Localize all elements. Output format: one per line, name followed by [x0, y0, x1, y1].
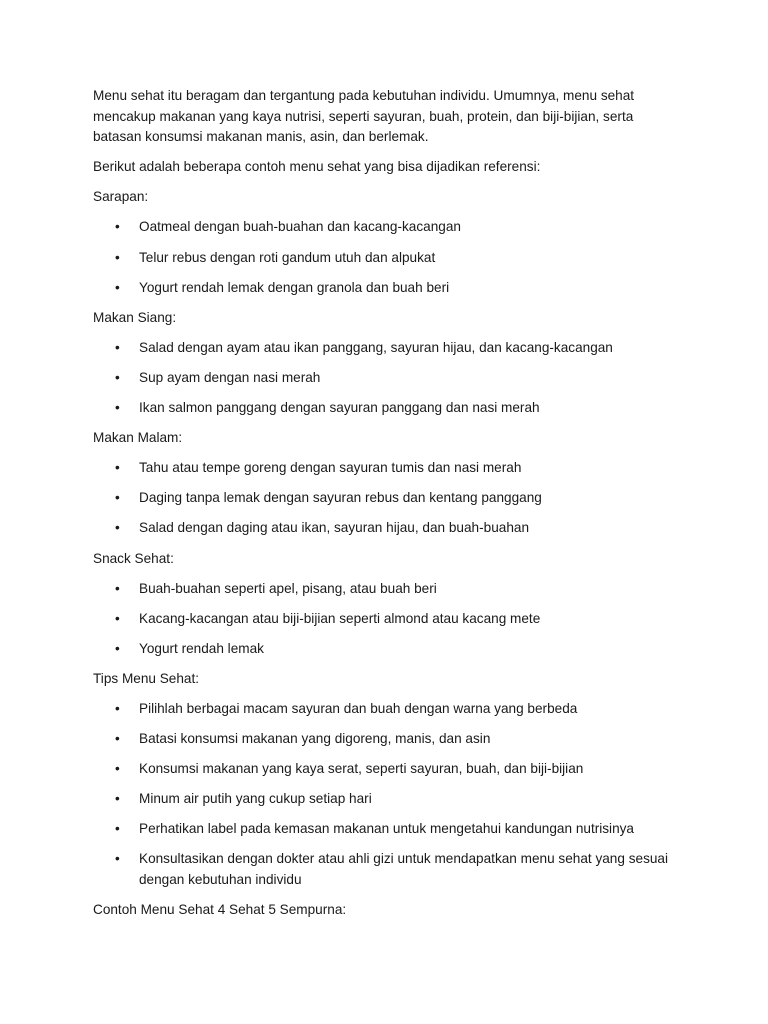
- list-item: [93, 849, 673, 890]
- list-item: [93, 759, 673, 780]
- list-item-text: Tahu atau tempe goreng dengan sayuran tumis dan nasi merah: [139, 460, 522, 476]
- section-makan-malam: [93, 428, 673, 539]
- section-snack-sehat: [93, 549, 673, 660]
- section-sarapan: [93, 187, 673, 298]
- closing-heading: Contoh Menu Sehat 4 Sehat 5 Sempurna:: [93, 902, 347, 918]
- bullet-icon: •: [115, 851, 120, 867]
- intro-paragraph: Menu sehat itu beragam dan tergantung pada kebutuhan individu. Umumnya, menu sehat mencakup makanan yang kaya nutrisi, seperti sayuran, buah, protein, dan biji-bijian, serta batasan konsumsi makanan manis, asin, dan berlemak.: [93, 88, 635, 145]
- list-item: [93, 518, 673, 539]
- list-item: [93, 699, 673, 720]
- list-item-text: Yogurt rendah lemak dengan granola dan buah beri: [139, 279, 450, 295]
- bullet-icon: •: [115, 700, 120, 716]
- list-item-text: Konsultasikan dengan dokter atau ahli gizi untuk mendapatkan menu sehat yang sesuai dengan kebutuhan individu: [139, 851, 669, 888]
- bullet-list: [93, 579, 673, 660]
- list-item: [93, 819, 673, 840]
- list-item: [93, 488, 673, 509]
- list-item-text: Perhatikan label pada kemasan makanan untuk mengetahui kandungan nutrisinya: [139, 821, 634, 837]
- list-item-text: Batasi konsumsi makanan yang digoreng, manis, dan asin: [139, 731, 491, 747]
- list-item: [93, 579, 673, 600]
- bullet-icon: •: [115, 610, 120, 626]
- list-item-text: Kacang-kacangan atau biji-bijian seperti almond atau kacang mete: [139, 610, 541, 626]
- intro-lead-paragraph: Berikut adalah beberapa contoh menu sehat yang bisa dijadikan referensi:: [93, 159, 541, 175]
- bullet-icon: •: [115, 400, 120, 416]
- list-item: [93, 789, 673, 810]
- list-item-text: Salad dengan ayam atau ikan panggang, sayuran hijau, dan kacang-kacangan: [139, 339, 613, 355]
- section-makan-siang: [93, 308, 673, 419]
- list-item: [93, 609, 673, 630]
- list-item-text: Salad dengan daging atau ikan, sayuran hijau, dan buah-buahan: [139, 520, 530, 536]
- list-item: [93, 278, 673, 299]
- list-item-text: Pilihlah berbagai macam sayuran dan buah dengan warna yang berbeda: [139, 700, 578, 716]
- bullet-icon: •: [115, 580, 120, 596]
- bullet-icon: •: [115, 279, 120, 295]
- bullet-list: [93, 699, 673, 891]
- bullet-icon: •: [115, 369, 120, 385]
- section-heading: Sarapan:: [93, 189, 149, 205]
- bullet-icon: •: [115, 640, 120, 656]
- document-page: [93, 86, 673, 930]
- list-item: [93, 639, 673, 660]
- section-tips-menu-sehat: [93, 669, 673, 891]
- list-item-text: Telur rebus dengan roti gandum utuh dan alpukat: [139, 249, 436, 265]
- bullet-icon: •: [115, 490, 120, 506]
- section-heading: Snack Sehat:: [93, 550, 174, 566]
- list-item-text: Buah-buahan seperti apel, pisang, atau buah beri: [139, 580, 437, 596]
- bullet-icon: •: [115, 249, 120, 265]
- list-item: [93, 398, 673, 419]
- bullet-list: [93, 338, 673, 419]
- list-item-text: Ikan salmon panggang dengan sayuran panggang dan nasi merah: [139, 400, 540, 416]
- bullet-list: [93, 217, 673, 298]
- bullet-list: [93, 458, 673, 539]
- bullet-icon: •: [115, 791, 120, 807]
- list-item: [93, 338, 673, 359]
- section-heading: Makan Siang:: [93, 309, 177, 325]
- bullet-icon: •: [115, 460, 120, 476]
- bullet-icon: •: [115, 821, 120, 837]
- list-item-text: Yogurt rendah lemak: [139, 640, 264, 656]
- section-heading: Makan Malam:: [93, 430, 183, 446]
- list-item-text: Konsumsi makanan yang kaya serat, seperti sayuran, buah, dan biji-bijian: [139, 761, 584, 777]
- section-heading: Tips Menu Sehat:: [93, 670, 200, 686]
- bullet-icon: •: [115, 731, 120, 747]
- list-item-text: Minum air putih yang cukup setiap hari: [139, 791, 372, 807]
- list-item: [93, 729, 673, 750]
- list-item-text: Oatmeal dengan buah-buahan dan kacang-kacangan: [139, 219, 461, 235]
- bullet-icon: •: [115, 339, 120, 355]
- bullet-icon: •: [115, 219, 120, 235]
- bullet-icon: •: [115, 761, 120, 777]
- list-item: [93, 368, 673, 389]
- list-item-text: Sup ayam dengan nasi merah: [139, 369, 321, 385]
- list-item: [93, 458, 673, 479]
- bullet-icon: •: [115, 520, 120, 536]
- list-item: [93, 248, 673, 269]
- list-item-text: Daging tanpa lemak dengan sayuran rebus dan kentang panggang: [139, 490, 542, 506]
- list-item: [93, 217, 673, 238]
